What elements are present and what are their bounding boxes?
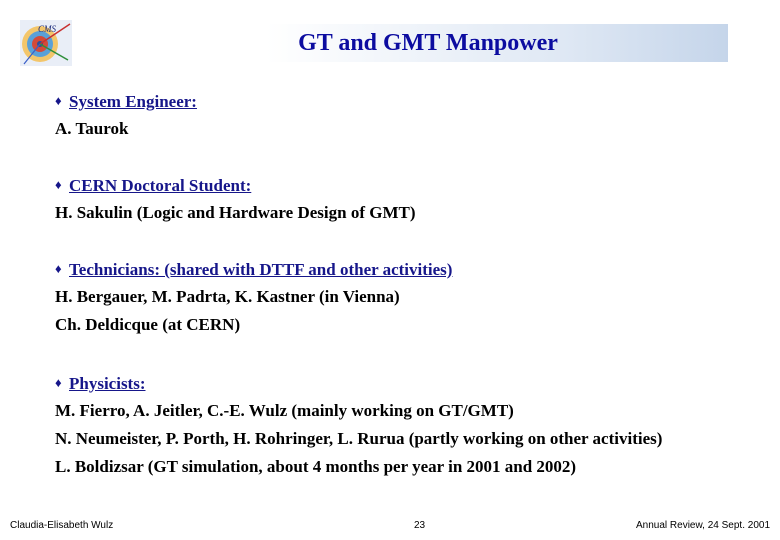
section-heading: ♦ System Engineer: <box>55 87 755 115</box>
footer-event: Annual Review, 24 Sept. 2001 <box>636 520 770 531</box>
cms-logo <box>20 20 72 66</box>
section-line: L. Boldizsar (GT simulation, about 4 months per year in 2001 and 2002) <box>55 457 577 476</box>
section-physicists <box>55 369 755 481</box>
section-line: Ch. Deldicque (at CERN) <box>55 315 241 334</box>
footer-page-number: 23 <box>414 520 426 531</box>
diamond-bullet-icon: ♦ <box>55 375 62 390</box>
section-line: H. Bergauer, M. Padrta, K. Kastner (in Vienna) <box>55 287 400 306</box>
diamond-bullet-icon: ♦ <box>55 93 62 108</box>
svg-text:CMS: CMS <box>38 24 56 34</box>
footer-author: Claudia-Elisabeth Wulz <box>10 520 114 531</box>
section-line: N. Neumeister, P. Porth, H. Rohringer, L. Rurua (partly working on other activities) <box>55 429 663 448</box>
section-heading: ♦ CERN Doctoral Student: <box>55 171 755 199</box>
section-line: H. Sakulin (Logic and Hardware Design of GMT) <box>55 203 416 222</box>
section-technicians <box>55 255 755 339</box>
slide-title: GT and GMT Manpower <box>298 30 558 56</box>
section-line: A. Taurok <box>55 119 129 138</box>
section-system-engineer <box>55 87 755 143</box>
section-line: M. Fierro, A. Jeitler, C.-E. Wulz (mainly working on GT/GMT) <box>55 401 514 420</box>
section-heading: ♦ Physicists: <box>55 369 755 397</box>
diamond-bullet-icon: ♦ <box>55 261 62 276</box>
section-heading: ♦ Technicians: (shared with DTTF and other activities) <box>55 255 755 283</box>
slide-content <box>55 87 755 481</box>
section-doctoral-student <box>55 171 755 227</box>
diamond-bullet-icon: ♦ <box>55 177 62 192</box>
